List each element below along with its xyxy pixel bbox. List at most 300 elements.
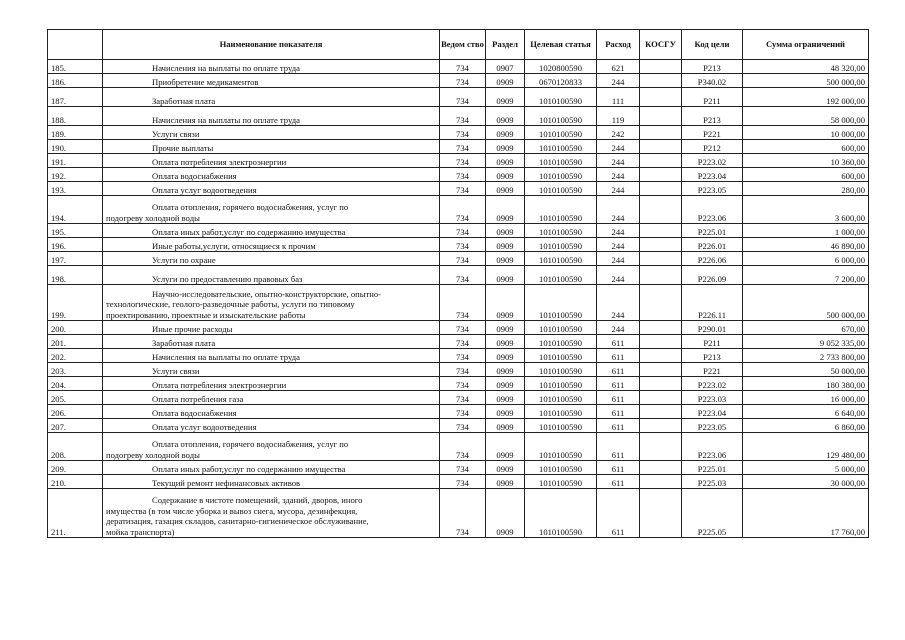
row-goal-code-cell: Р290.01 bbox=[682, 321, 743, 335]
table-row bbox=[48, 489, 869, 538]
row-name-line: Прочие выплаты bbox=[152, 142, 214, 153]
row-name-cell bbox=[103, 363, 440, 377]
row-vedomstvo-cell: 734 bbox=[440, 489, 486, 538]
row-expense-cell: 244 bbox=[597, 224, 640, 238]
row-razdel-cell: 0909 bbox=[486, 363, 525, 377]
table-row bbox=[48, 335, 869, 349]
row-expense-cell: 611 bbox=[597, 489, 640, 538]
row-goal-code-cell: Р225.01 bbox=[682, 224, 743, 238]
table-row bbox=[48, 433, 869, 461]
row-expense-cell: 611 bbox=[597, 475, 640, 489]
row-goal-code-cell: Р225.03 bbox=[682, 475, 743, 489]
row-name-cell bbox=[103, 475, 440, 489]
row-target-article-cell: 1020800590 bbox=[525, 60, 597, 74]
row-goal-code-cell: Р213 bbox=[682, 60, 743, 74]
row-razdel-cell: 0909 bbox=[486, 196, 525, 224]
row-razdel-cell: 0909 bbox=[486, 154, 525, 168]
table-row bbox=[48, 252, 869, 266]
row-target-article-cell: 1010100590 bbox=[525, 391, 597, 405]
row-razdel-cell: 0909 bbox=[486, 266, 525, 285]
row-number-cell: 202. bbox=[48, 349, 103, 363]
row-target-article-cell: 1010100590 bbox=[525, 335, 597, 349]
row-razdel-cell: 0909 bbox=[486, 419, 525, 433]
row-target-article-cell: 1010100590 bbox=[525, 419, 597, 433]
row-vedomstvo-cell: 734 bbox=[440, 363, 486, 377]
row-kosgu-cell bbox=[640, 182, 682, 196]
col-kosgu-header: КОСГУ bbox=[640, 30, 682, 60]
table-row bbox=[48, 391, 869, 405]
row-razdel-cell: 0909 bbox=[486, 335, 525, 349]
row-number-cell: 208. bbox=[48, 433, 103, 461]
row-expense-cell: 119 bbox=[597, 107, 640, 126]
row-expense-cell: 611 bbox=[597, 391, 640, 405]
row-target-article-cell: 1010100590 bbox=[525, 140, 597, 154]
row-goal-code-cell: Р223.06 bbox=[682, 196, 743, 224]
row-name-cell bbox=[103, 335, 440, 349]
row-target-article-cell: 1010100590 bbox=[525, 489, 597, 538]
col-razdel-header: Раздел bbox=[486, 30, 525, 60]
col-number-header bbox=[48, 30, 103, 60]
row-number-cell: 210. bbox=[48, 475, 103, 489]
row-sum-cell: 46 890,00 bbox=[743, 238, 869, 252]
row-goal-code-cell: Р226.06 bbox=[682, 252, 743, 266]
table-row bbox=[48, 196, 869, 224]
row-vedomstvo-cell: 734 bbox=[440, 335, 486, 349]
row-goal-code-cell: Р223.04 bbox=[682, 168, 743, 182]
row-vedomstvo-cell: 734 bbox=[440, 140, 486, 154]
row-goal-code-cell: Р226.09 bbox=[682, 266, 743, 285]
row-expense-cell: 611 bbox=[597, 405, 640, 419]
row-target-article-cell: 1010100590 bbox=[525, 107, 597, 126]
row-expense-cell: 611 bbox=[597, 419, 640, 433]
row-razdel-cell: 0909 bbox=[486, 74, 525, 88]
row-target-article-cell: 1010100590 bbox=[525, 168, 597, 182]
table-row bbox=[48, 126, 869, 140]
row-name-line: Заработная плата bbox=[152, 95, 216, 106]
row-vedomstvo-cell: 734 bbox=[440, 475, 486, 489]
row-kosgu-cell bbox=[640, 489, 682, 538]
row-number-cell: 191. bbox=[48, 154, 103, 168]
row-razdel-cell: 0909 bbox=[486, 489, 525, 538]
row-target-article-cell: 1010100590 bbox=[525, 405, 597, 419]
row-expense-cell: 611 bbox=[597, 461, 640, 475]
row-number-cell: 187. bbox=[48, 88, 103, 107]
table-row bbox=[48, 405, 869, 419]
row-goal-code-cell: Р340.02 bbox=[682, 74, 743, 88]
row-target-article-cell: 1010100590 bbox=[525, 224, 597, 238]
table-row bbox=[48, 285, 869, 321]
row-goal-code-cell: Р223.05 bbox=[682, 419, 743, 433]
row-expense-cell: 244 bbox=[597, 285, 640, 321]
row-kosgu-cell bbox=[640, 266, 682, 285]
table-row bbox=[48, 60, 869, 74]
row-sum-cell: 5 000,00 bbox=[743, 461, 869, 475]
row-number-cell: 201. bbox=[48, 335, 103, 349]
row-razdel-cell: 0909 bbox=[486, 107, 525, 126]
row-vedomstvo-cell: 734 bbox=[440, 88, 486, 107]
row-vedomstvo-cell: 734 bbox=[440, 391, 486, 405]
row-expense-cell: 611 bbox=[597, 377, 640, 391]
row-kosgu-cell bbox=[640, 419, 682, 433]
row-name-cell bbox=[103, 60, 440, 74]
row-name-line: мойка транспорта) bbox=[106, 526, 175, 537]
row-vedomstvo-cell: 734 bbox=[440, 285, 486, 321]
row-target-article-cell: 1010100590 bbox=[525, 349, 597, 363]
row-name-line: Заработная плата bbox=[152, 337, 216, 348]
row-razdel-cell: 0909 bbox=[486, 475, 525, 489]
table-row bbox=[48, 266, 869, 285]
row-vedomstvo-cell: 734 bbox=[440, 419, 486, 433]
row-sum-cell: 500 000,00 bbox=[743, 285, 869, 321]
row-sum-cell: 7 200,00 bbox=[743, 266, 869, 285]
row-number-cell: 196. bbox=[48, 238, 103, 252]
row-name-line: Текущий ремонт нефинансовых активов bbox=[152, 477, 301, 488]
row-name-line: Содержание в чистоте помещений, зданий, дворов, иного bbox=[152, 495, 363, 505]
row-number-cell: 200. bbox=[48, 321, 103, 335]
row-expense-cell: 244 bbox=[597, 238, 640, 252]
row-expense-cell: 244 bbox=[597, 168, 640, 182]
row-vedomstvo-cell: 734 bbox=[440, 266, 486, 285]
row-razdel-cell: 0909 bbox=[486, 285, 525, 321]
row-razdel-cell: 0909 bbox=[486, 126, 525, 140]
row-razdel-cell: 0909 bbox=[486, 252, 525, 266]
row-number-cell: 190. bbox=[48, 140, 103, 154]
row-vedomstvo-cell: 734 bbox=[440, 405, 486, 419]
row-razdel-cell: 0909 bbox=[486, 168, 525, 182]
row-kosgu-cell bbox=[640, 475, 682, 489]
row-vedomstvo-cell: 734 bbox=[440, 182, 486, 196]
row-kosgu-cell bbox=[640, 126, 682, 140]
row-name-cell bbox=[103, 168, 440, 182]
col-expense-header: Расход bbox=[597, 30, 640, 60]
row-name-line: дератизация, газация складов, санитарно-гигиеническое обслуживание, bbox=[106, 516, 369, 526]
row-razdel-cell: 0909 bbox=[486, 224, 525, 238]
row-kosgu-cell bbox=[640, 321, 682, 335]
table-row bbox=[48, 182, 869, 196]
row-sum-cell: 17 760,00 bbox=[743, 489, 869, 538]
row-number-cell: 188. bbox=[48, 107, 103, 126]
row-sum-cell: 3 600,00 bbox=[743, 196, 869, 224]
table-row bbox=[48, 377, 869, 391]
row-razdel-cell: 0909 bbox=[486, 182, 525, 196]
row-kosgu-cell bbox=[640, 154, 682, 168]
row-name-line: Оплата потребления газа bbox=[152, 393, 244, 404]
table-row bbox=[48, 140, 869, 154]
table-row bbox=[48, 168, 869, 182]
row-kosgu-cell bbox=[640, 405, 682, 419]
row-kosgu-cell bbox=[640, 224, 682, 238]
row-name-cell bbox=[103, 391, 440, 405]
row-name-cell bbox=[103, 182, 440, 196]
row-razdel-cell: 0909 bbox=[486, 88, 525, 107]
row-vedomstvo-cell: 734 bbox=[440, 154, 486, 168]
row-expense-cell: 611 bbox=[597, 433, 640, 461]
row-expense-cell: 244 bbox=[597, 321, 640, 335]
row-sum-cell: 6 640,00 bbox=[743, 405, 869, 419]
row-number-cell: 205. bbox=[48, 391, 103, 405]
row-vedomstvo-cell: 734 bbox=[440, 252, 486, 266]
row-sum-cell: 30 000,00 bbox=[743, 475, 869, 489]
table-row bbox=[48, 238, 869, 252]
row-vedomstvo-cell: 734 bbox=[440, 168, 486, 182]
row-sum-cell: 6 000,00 bbox=[743, 252, 869, 266]
row-kosgu-cell bbox=[640, 168, 682, 182]
row-goal-code-cell: Р223.02 bbox=[682, 154, 743, 168]
row-name-cell bbox=[103, 377, 440, 391]
row-name-line: подогреву холодной воды bbox=[106, 449, 200, 460]
table-row bbox=[48, 349, 869, 363]
row-sum-cell: 2 733 800,00 bbox=[743, 349, 869, 363]
row-name-cell bbox=[103, 321, 440, 335]
row-goal-code-cell: Р225.05 bbox=[682, 489, 743, 538]
row-sum-cell: 280,00 bbox=[743, 182, 869, 196]
row-target-article-cell: 1010100590 bbox=[525, 266, 597, 285]
row-goal-code-cell: Р211 bbox=[682, 88, 743, 107]
row-goal-code-cell: Р225.01 bbox=[682, 461, 743, 475]
row-name-line: Оплата услуг водоотведения bbox=[152, 421, 257, 432]
row-razdel-cell: 0909 bbox=[486, 433, 525, 461]
row-expense-cell: 611 bbox=[597, 335, 640, 349]
row-number-cell: 195. bbox=[48, 224, 103, 238]
row-vedomstvo-cell: 734 bbox=[440, 107, 486, 126]
row-number-cell: 199. bbox=[48, 285, 103, 321]
row-name-line: Оплата отопления, горячего водоснабжения, услуг по bbox=[152, 439, 349, 449]
row-expense-cell: 244 bbox=[597, 266, 640, 285]
row-name-line: Оплата иных работ,услуг по содержанию имущества bbox=[152, 463, 346, 474]
row-vedomstvo-cell: 734 bbox=[440, 238, 486, 252]
col-target-article-header: Целевая статья bbox=[525, 30, 597, 60]
row-number-cell: 186. bbox=[48, 74, 103, 88]
table-header-row bbox=[48, 30, 869, 60]
row-kosgu-cell bbox=[640, 252, 682, 266]
row-name-line: проектированию, проектные и изыскательские работы bbox=[106, 309, 306, 320]
row-kosgu-cell bbox=[640, 107, 682, 126]
limits-table bbox=[47, 29, 869, 538]
row-kosgu-cell bbox=[640, 363, 682, 377]
row-number-cell: 185. bbox=[48, 60, 103, 74]
row-name-line: Начисления на выплаты по оплате труда bbox=[152, 62, 300, 73]
row-goal-code-cell: Р223.03 bbox=[682, 391, 743, 405]
row-sum-cell: 600,00 bbox=[743, 140, 869, 154]
row-goal-code-cell: Р226.01 bbox=[682, 238, 743, 252]
row-sum-cell: 1 000,00 bbox=[743, 224, 869, 238]
row-kosgu-cell bbox=[640, 461, 682, 475]
row-vedomstvo-cell: 734 bbox=[440, 377, 486, 391]
row-vedomstvo-cell: 734 bbox=[440, 60, 486, 74]
row-name-line: Оплата отопления, горячего водоснабжения, услуг по bbox=[152, 202, 349, 212]
row-name-cell bbox=[103, 126, 440, 140]
row-name-cell bbox=[103, 433, 440, 461]
row-vedomstvo-cell: 734 bbox=[440, 321, 486, 335]
row-expense-cell: 244 bbox=[597, 252, 640, 266]
row-number-cell: 204. bbox=[48, 377, 103, 391]
row-name-cell bbox=[103, 405, 440, 419]
row-razdel-cell: 0909 bbox=[486, 461, 525, 475]
row-name-cell bbox=[103, 266, 440, 285]
row-target-article-cell: 1010100590 bbox=[525, 196, 597, 224]
row-target-article-cell: 1010100590 bbox=[525, 252, 597, 266]
row-name-cell bbox=[103, 461, 440, 475]
table-row bbox=[48, 475, 869, 489]
row-number-cell: 193. bbox=[48, 182, 103, 196]
row-number-cell: 198. bbox=[48, 266, 103, 285]
row-name-cell bbox=[103, 224, 440, 238]
row-name-line: Оплата услуг водоотведения bbox=[152, 184, 257, 195]
row-sum-cell: 600,00 bbox=[743, 168, 869, 182]
row-kosgu-cell bbox=[640, 377, 682, 391]
row-expense-cell: 611 bbox=[597, 363, 640, 377]
row-name-line: Иные работы,услуги, относящиеся к прочим bbox=[152, 240, 316, 251]
row-kosgu-cell bbox=[640, 433, 682, 461]
row-expense-cell: 621 bbox=[597, 60, 640, 74]
row-vedomstvo-cell: 734 bbox=[440, 74, 486, 88]
row-target-article-cell: 0670120833 bbox=[525, 74, 597, 88]
row-expense-cell: 244 bbox=[597, 154, 640, 168]
row-name-cell bbox=[103, 285, 440, 321]
row-name-line: Научно-исследовательские, опытно-конструкторские, опытно- bbox=[152, 288, 382, 299]
row-name-cell bbox=[103, 419, 440, 433]
row-number-cell: 197. bbox=[48, 252, 103, 266]
col-name-header: Наименование показателя bbox=[103, 30, 440, 60]
row-sum-cell: 129 480,00 bbox=[743, 433, 869, 461]
table-body bbox=[48, 60, 869, 538]
row-number-cell: 207. bbox=[48, 419, 103, 433]
row-name-line: имущества (в том числе уборка и вывоз снега, мусора, дезинфекция, bbox=[106, 505, 358, 516]
row-target-article-cell: 1010100590 bbox=[525, 321, 597, 335]
row-goal-code-cell: Р212 bbox=[682, 140, 743, 154]
table-row bbox=[48, 321, 869, 335]
row-target-article-cell: 1010100590 bbox=[525, 475, 597, 489]
row-number-cell: 194. bbox=[48, 196, 103, 224]
row-name-line: Начисления на выплаты по оплате труда bbox=[152, 351, 300, 362]
row-name-line: Оплата водоснабжения bbox=[152, 407, 237, 418]
row-vedomstvo-cell: 734 bbox=[440, 433, 486, 461]
row-expense-cell: 244 bbox=[597, 182, 640, 196]
row-kosgu-cell bbox=[640, 140, 682, 154]
row-number-cell: 203. bbox=[48, 363, 103, 377]
row-name-cell bbox=[103, 88, 440, 107]
row-name-cell bbox=[103, 489, 440, 538]
row-goal-code-cell: Р213 bbox=[682, 107, 743, 126]
row-kosgu-cell bbox=[640, 60, 682, 74]
row-target-article-cell: 1010100590 bbox=[525, 126, 597, 140]
row-goal-code-cell: Р211 bbox=[682, 335, 743, 349]
table-row bbox=[48, 107, 869, 126]
row-goal-code-cell: Р226.11 bbox=[682, 285, 743, 321]
row-razdel-cell: 0909 bbox=[486, 321, 525, 335]
table-row bbox=[48, 74, 869, 88]
row-number-cell: 209. bbox=[48, 461, 103, 475]
row-number-cell: 189. bbox=[48, 126, 103, 140]
row-vedomstvo-cell: 734 bbox=[440, 224, 486, 238]
row-name-cell bbox=[103, 74, 440, 88]
row-name-line: Начисления на выплаты по оплате труда bbox=[152, 114, 300, 125]
row-target-article-cell: 1010100590 bbox=[525, 182, 597, 196]
row-name-cell bbox=[103, 252, 440, 266]
row-name-line: Оплата водоснабжения bbox=[152, 170, 237, 181]
col-sum-header: Сумма ограничений bbox=[743, 30, 869, 60]
row-name-line: Услуги по предоставлению правовых баз bbox=[152, 273, 303, 284]
table-row bbox=[48, 363, 869, 377]
row-goal-code-cell: Р213 bbox=[682, 349, 743, 363]
row-sum-cell: 9 052 335,00 bbox=[743, 335, 869, 349]
row-sum-cell: 670,00 bbox=[743, 321, 869, 335]
row-number-cell: 192. bbox=[48, 168, 103, 182]
row-expense-cell: 244 bbox=[597, 140, 640, 154]
row-name-line: подогреву холодной воды bbox=[106, 212, 200, 223]
row-name-cell bbox=[103, 107, 440, 126]
row-name-cell bbox=[103, 196, 440, 224]
row-expense-cell: 611 bbox=[597, 349, 640, 363]
row-number-cell: 206. bbox=[48, 405, 103, 419]
row-name-line: Оплата иных работ,услуг по содержанию имущества bbox=[152, 226, 346, 237]
table-row bbox=[48, 224, 869, 238]
row-name-line: Услуги связи bbox=[152, 128, 200, 139]
row-sum-cell: 16 000,00 bbox=[743, 391, 869, 405]
row-goal-code-cell: Р223.05 bbox=[682, 182, 743, 196]
row-sum-cell: 10 000,00 bbox=[743, 126, 869, 140]
row-name-line: Оплата потребления электроэнергии bbox=[152, 156, 287, 167]
row-sum-cell: 48 320,00 bbox=[743, 60, 869, 74]
row-vedomstvo-cell: 734 bbox=[440, 461, 486, 475]
row-expense-cell: 244 bbox=[597, 74, 640, 88]
row-sum-cell: 500 000,00 bbox=[743, 74, 869, 88]
row-expense-cell: 111 bbox=[597, 88, 640, 107]
row-razdel-cell: 0909 bbox=[486, 391, 525, 405]
row-razdel-cell: 0909 bbox=[486, 349, 525, 363]
row-kosgu-cell bbox=[640, 335, 682, 349]
row-razdel-cell: 0907 bbox=[486, 60, 525, 74]
row-target-article-cell: 1010100590 bbox=[525, 88, 597, 107]
row-name-line: Оплата потребления электроэнергии bbox=[152, 379, 287, 390]
row-razdel-cell: 0909 bbox=[486, 238, 525, 252]
row-name-cell bbox=[103, 238, 440, 252]
row-name-line: Услуги связи bbox=[152, 365, 200, 376]
row-razdel-cell: 0909 bbox=[486, 405, 525, 419]
row-target-article-cell: 1010100590 bbox=[525, 433, 597, 461]
row-kosgu-cell bbox=[640, 74, 682, 88]
row-kosgu-cell bbox=[640, 349, 682, 363]
row-sum-cell: 50 000,00 bbox=[743, 363, 869, 377]
row-goal-code-cell: Р221 bbox=[682, 363, 743, 377]
row-name-cell bbox=[103, 349, 440, 363]
row-name-line: технологические, геолого-разведочные работы, услуги по типовому bbox=[106, 299, 355, 309]
col-goal-code-header: Код цели bbox=[682, 30, 743, 60]
row-target-article-cell: 1010100590 bbox=[525, 461, 597, 475]
row-number-cell: 211. bbox=[48, 489, 103, 538]
col-vedomstvo-header: Ведом ство bbox=[440, 30, 486, 60]
table-row bbox=[48, 88, 869, 107]
row-goal-code-cell: Р223.06 bbox=[682, 433, 743, 461]
table-row bbox=[48, 419, 869, 433]
row-sum-cell: 180 380,00 bbox=[743, 377, 869, 391]
row-kosgu-cell bbox=[640, 391, 682, 405]
row-name-line: Услуги по охране bbox=[152, 254, 216, 265]
row-vedomstvo-cell: 734 bbox=[440, 349, 486, 363]
row-kosgu-cell bbox=[640, 285, 682, 321]
row-sum-cell: 6 860,00 bbox=[743, 419, 869, 433]
row-name-line: Иные прочие расходы bbox=[152, 323, 233, 334]
row-goal-code-cell: Р221 bbox=[682, 126, 743, 140]
row-razdel-cell: 0909 bbox=[486, 140, 525, 154]
row-kosgu-cell bbox=[640, 196, 682, 224]
row-expense-cell: 242 bbox=[597, 126, 640, 140]
row-target-article-cell: 1010100590 bbox=[525, 238, 597, 252]
row-target-article-cell: 1010100590 bbox=[525, 363, 597, 377]
row-name-cell bbox=[103, 140, 440, 154]
table-row bbox=[48, 154, 869, 168]
row-goal-code-cell: Р223.04 bbox=[682, 405, 743, 419]
